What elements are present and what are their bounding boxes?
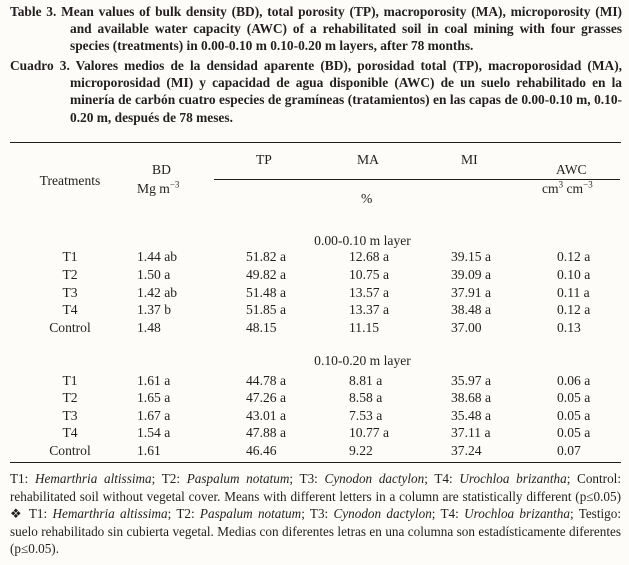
caption-label: Table 3. bbox=[10, 4, 57, 19]
header-tp: TP bbox=[256, 152, 272, 167]
cell-ma: 7.53 a bbox=[349, 408, 383, 423]
cell-awc: 0.10 a bbox=[557, 267, 591, 282]
cell-treatment: T2 bbox=[62, 390, 78, 405]
cell-treatment: Control bbox=[49, 320, 91, 335]
header-ma: MA bbox=[357, 152, 379, 167]
cell-tp: 51.82 a bbox=[246, 249, 287, 264]
cell-treatment: Control bbox=[49, 443, 91, 458]
cell-awc: 0.12 a bbox=[557, 249, 591, 264]
cell-mi: 35.48 a bbox=[451, 408, 492, 423]
cell-bd: 1.50 a bbox=[137, 267, 171, 282]
cell-ma: 10.77 a bbox=[349, 425, 390, 440]
cell-ma: 12.68 a bbox=[349, 249, 390, 264]
cell-mi: 38.48 a bbox=[451, 302, 492, 317]
cell-treatment: T3 bbox=[62, 285, 78, 300]
header-treatments: Treatments bbox=[39, 173, 101, 188]
cell-tp: 44.78 a bbox=[246, 373, 287, 388]
cell-mi: 37.24 bbox=[451, 443, 482, 458]
cell-bd: 1.42 ab bbox=[137, 285, 178, 300]
layer-label: 0.10-0.20 m layer bbox=[314, 353, 411, 368]
cell-ma: 13.37 a bbox=[349, 302, 390, 317]
cell-awc: 0.07 bbox=[557, 443, 581, 458]
cell-tp: 46.46 bbox=[246, 443, 277, 458]
cell-bd: 1.44 ab bbox=[137, 249, 178, 264]
cell-tp: 48.15 bbox=[246, 320, 277, 335]
header-bd: BD bbox=[152, 162, 171, 177]
table-top-rule bbox=[10, 142, 621, 143]
cell-awc: 0.05 a bbox=[557, 408, 591, 423]
cell-mi: 38.68 a bbox=[451, 390, 492, 405]
cell-tp: 51.48 a bbox=[246, 285, 287, 300]
cell-ma: 10.75 a bbox=[349, 267, 390, 282]
cell-mi: 37.91 a bbox=[451, 285, 492, 300]
cell-tp: 51.85 a bbox=[246, 302, 287, 317]
cell-treatment: T2 bbox=[62, 267, 78, 282]
cell-treatment: T1 bbox=[62, 373, 78, 388]
cell-awc: 0.05 a bbox=[557, 390, 591, 405]
cell-mi: 37.11 a bbox=[451, 425, 491, 440]
header-mi: MI bbox=[461, 152, 478, 167]
cell-ma: 8.81 a bbox=[349, 373, 383, 388]
caption-text: Mean values of bulk density (BD), total porosity (TP), macroporosity (MA), microporosity (MI) and available water capacity (AWC) of a rehabilitated soil in coal mining with four grasses species (treatments) in 0.00-0.10 m 0.10-0.20 m layers, after 78 months. bbox=[61, 4, 622, 54]
table-caption-spanish bbox=[10, 57, 622, 126]
cell-awc: 0.13 bbox=[557, 320, 581, 335]
cell-awc: 0.12 a bbox=[557, 302, 591, 317]
cell-bd: 1.54 a bbox=[137, 425, 171, 440]
cell-tp: 49.82 a bbox=[246, 267, 287, 282]
table-footnote: T1: Hemarthria altissima; T2: Paspalum notatum; T3: Cynodon dactylon; T4: Urochloa brizantha; Control: rehabilitated soil without vegetal cover. Means with different letters in a column are statistically different (p≤0.05) ❖ T1: Hemarthria altissima; T2: Paspalum notatum; T3: Cynodon dactylon; T4: Urochloa brizantha; Testigo: suelo rehabilitado sin cubierta vegetal. Medias con diferentes letras en una columna son estadísticamente diferentes (p≤0.05). bbox=[10, 471, 621, 557]
cell-tp: 47.26 a bbox=[246, 390, 287, 405]
cell-bd: 1.65 a bbox=[137, 390, 171, 405]
cell-bd: 1.67 a bbox=[137, 408, 171, 423]
cell-awc: 0.06 a bbox=[557, 373, 591, 388]
cell-treatment: T3 bbox=[62, 408, 78, 423]
cell-awc: 0.05 a bbox=[557, 425, 591, 440]
cell-bd: 1.48 bbox=[137, 320, 161, 335]
header-percent: % bbox=[361, 191, 373, 206]
cell-mi: 39.15 a bbox=[451, 249, 492, 264]
caption-label: Cuadro 3. bbox=[10, 58, 70, 73]
table-bottom-rule bbox=[10, 462, 621, 463]
cell-treatment: T1 bbox=[62, 249, 78, 264]
header-bd-unit: Mg $m^{-3}$ bbox=[137, 179, 180, 196]
table-caption-english bbox=[10, 3, 622, 55]
cell-tp: 43.01 a bbox=[246, 408, 287, 423]
cell-mi: 35.97 a bbox=[451, 373, 492, 388]
cell-treatment: T4 bbox=[62, 425, 78, 440]
cell-bd: 1.61 bbox=[137, 443, 161, 458]
cell-treatment: T4 bbox=[62, 302, 78, 317]
caption-text: Valores medios de la densidad aparente (BD), porosidad total (TP), macroporosidad (MA), microporosidad (MI) y capacidad de agua disponible (AWC) de un suelo rehabilitado en la minería de carbón cuatro especies de gramíneas (tratamientos) en las capas de 0.00-0.10 m, 0.10-0.20 m, después de 78 meses. bbox=[70, 58, 622, 125]
cell-ma: 8.58 a bbox=[349, 390, 383, 405]
cell-mi: 37.00 bbox=[451, 320, 482, 335]
cell-bd: 1.37 b bbox=[137, 302, 171, 317]
cell-ma: 13.57 a bbox=[349, 285, 390, 300]
cell-tp: 47.88 a bbox=[246, 425, 287, 440]
header-awc-unit: $cm^3$ $cm^{-3}$ bbox=[542, 179, 593, 196]
cell-bd: 1.61 a bbox=[137, 373, 171, 388]
layer-label: 0.00-0.10 m layer bbox=[314, 233, 411, 248]
cell-ma: 11.15 bbox=[349, 320, 380, 335]
cell-awc: 0.11 a bbox=[557, 285, 590, 300]
header-awc: AWC bbox=[556, 162, 587, 177]
cell-ma: 9.22 bbox=[349, 443, 373, 458]
cell-mi: 39.09 a bbox=[451, 267, 492, 282]
